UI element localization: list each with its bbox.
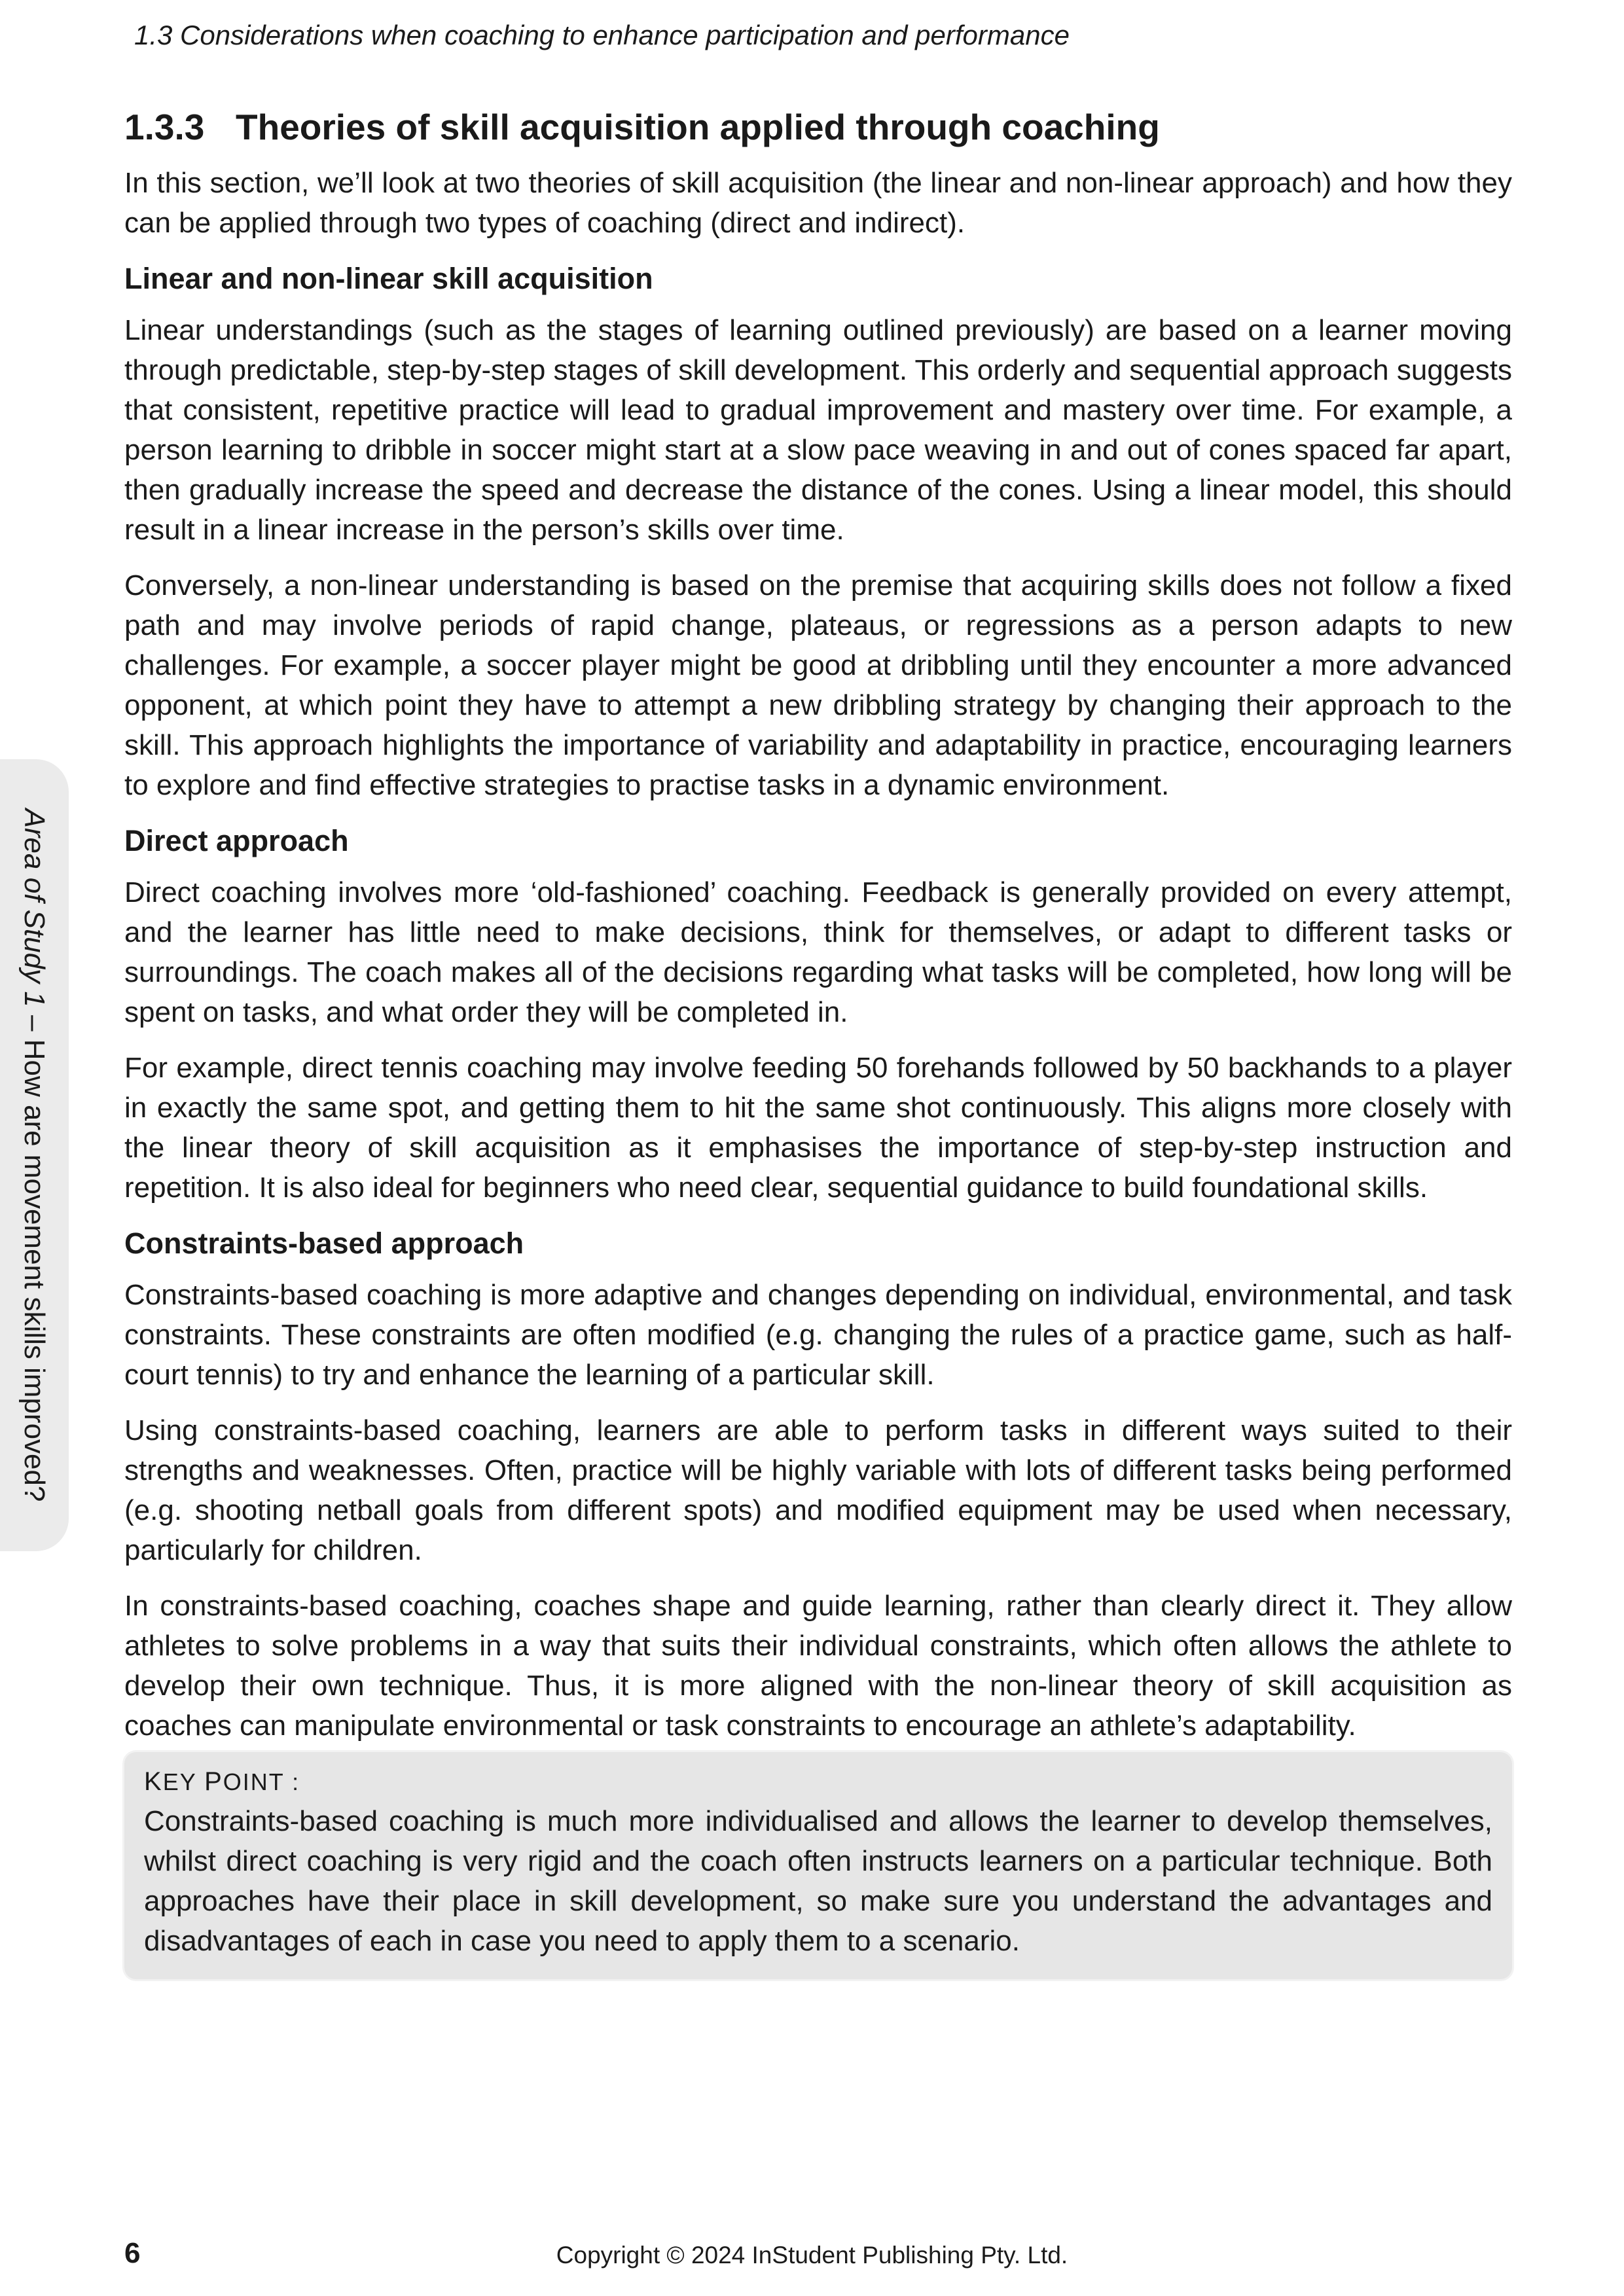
constraints-heading: Constraints-based approach	[124, 1226, 524, 1260]
side-tab-area: Area of Study 1	[18, 808, 50, 1007]
direct-heading: Direct approach	[124, 823, 349, 857]
linear-heading: Linear and non-linear skill acquisition	[124, 261, 653, 295]
key-point-box	[124, 1752, 1512, 1979]
intro-paragraph: In this section, we’ll look at two theories of skill acquisition (the linear and non-linear approach) and how they can be applied through two types of coaching (direct and indirect).	[124, 166, 1512, 239]
constraints-paragraph-1: Constraints-based coaching is more adaptive and changes depending on individual, environmental, and task constraints. These constraints are often modified (e.g. changing the rules of a practice game, such as half-court tennis) to try and enhance the learning of a particular skill.	[124, 1278, 1512, 1391]
running-header: 1.3 Considerations when coaching to enhance participation and performance	[134, 20, 1070, 50]
linear-paragraph-2: Conversely, a non-linear understanding is based on the premise that acquiring skills does not follow a fixed path and may involve periods of rapid change, plateaus, or regressions as a person adapts to new challenges. For example, a soccer player might be good at dribbling until they encounter a more advanced opponent, at which point they have to attempt a new dribbling strategy by changing their approach to the skill. This approach highlights the importance of variability and adaptability in practice, encouraging learners to explore and find effective strategies to practise tasks in a dynamic environment.	[124, 569, 1512, 801]
side-tab-question: – How are movement skills improved?	[18, 1007, 50, 1502]
main-content	[124, 105, 1512, 1979]
section-title: Theories of skill acquisition applied through coaching	[236, 107, 1160, 147]
direct-paragraph-1: Direct coaching involves more ‘old-fashioned’ coaching. Feedback is generally provided on every attempt, and the learner has little need to make decisions, think for themselves, or adapt to different tasks or surroundings. The coach makes all of the decisions regarding what tasks will be completed, how long will be spent on tasks, and what order they will be completed in.	[124, 876, 1512, 1028]
section-heading	[124, 105, 1512, 150]
side-tab-label	[18, 809, 50, 1502]
direct-paragraph-2: For example, direct tennis coaching may involve feeding 50 forehands followed by 50 backhands to a player in exactly the same spot, and getting them to hit the same shot continuously. This aligns more closely with the linear theory of skill acquisition as it emphasises the importance of step-by-step instruction and repetition. It is also ideal for beginners who need clear, sequential guidance to build foundational skills.	[124, 1051, 1512, 1204]
key-point-label: KEY POINT :	[144, 1767, 300, 1796]
constraints-paragraph-3: In constraints-based coaching, coaches shape and guide learning, rather than clearly direct it. They allow athletes to solve problems in a way that suits their individual constraints, which often allows the athlete to develop their own technique. Thus, it is more aligned with the non-linear theory of skill acquisition as coaches can manipulate environmental or task constraints to encourage an athlete’s adaptability.	[124, 1589, 1512, 1742]
section-number: 1.3.3	[124, 107, 205, 147]
constraints-paragraph-2: Using constraints-based coaching, learners are able to perform tasks in different ways suited to their strengths and weaknesses. Often, practice will be highly variable with lots of different tasks being performed (e.g. shooting netball goals from different spots) and modified equipment may be used when necessary, particularly for children.	[124, 1414, 1512, 1566]
linear-paragraph-1: Linear understandings (such as the stages of learning outlined previously) are based on a learner moving through predictable, step-by-step stages of skill development. This orderly and sequential approach suggests that consistent, repetitive practice will lead to gradual improvement and mastery over time. For example, a person learning to dribble in soccer might start at a slow pace weaving in and out of cones spaced far apart, then gradually increase the speed and decrease the distance of the cones. Using a linear model, this should result in a linear increase in the person’s skills over time.	[124, 314, 1512, 546]
key-point-text: Constraints-based coaching is much more individualised and allows the learner to develop themselves, whilst direct coaching is very rigid and the coach often instructs learners on a particular technique. Both approaches have their place in skill development, so make sure you understand the advantages and disadvantages of each in case you need to apply them to a scenario.	[144, 1804, 1492, 1957]
page-number: 6	[124, 2237, 141, 2269]
copyright-notice: Copyright © 2024 InStudent Publishing Pty. Ltd.	[556, 2242, 1068, 2269]
